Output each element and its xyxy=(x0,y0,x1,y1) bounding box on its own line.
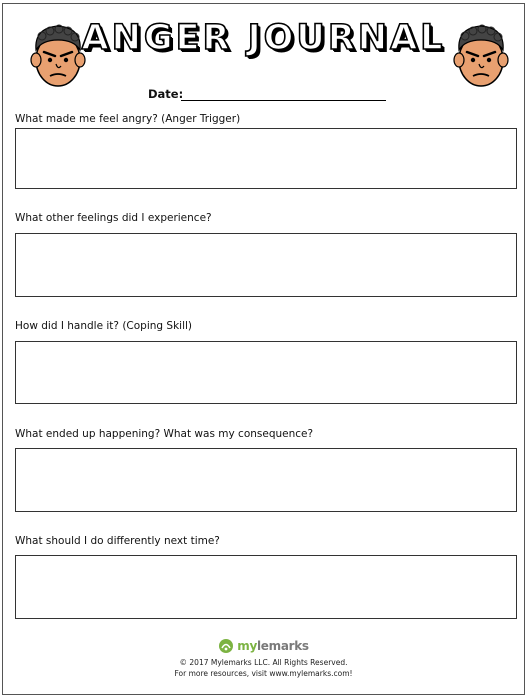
question-1-prompt: What made me feel angry? (Anger Trigger) xyxy=(15,113,241,125)
mylemarks-logo-icon xyxy=(218,638,234,654)
question-2-answer-box[interactable] xyxy=(15,233,517,297)
question-3-prompt: How did I handle it? (Coping Skill) xyxy=(15,320,193,332)
page-title: ANGER JOURNAL xyxy=(81,18,446,58)
angry-boy-face-icon xyxy=(451,20,511,90)
copyright-text: © 2017 Mylemarks LLC. All Rights Reserved. xyxy=(179,658,348,667)
worksheet-page xyxy=(2,3,525,695)
logo-rest: lemarks xyxy=(256,639,309,653)
date-field[interactable] xyxy=(181,100,386,101)
question-4-answer-box[interactable] xyxy=(15,448,517,512)
logo-my: my xyxy=(237,639,257,653)
mylemarks-logo xyxy=(3,638,524,658)
resources-text: For more resources, visit www.mylemarks.com! xyxy=(174,669,353,678)
question-3-answer-box[interactable] xyxy=(15,341,517,404)
question-5-prompt: What should I do differently next time? xyxy=(15,535,220,547)
question-1-answer-box[interactable] xyxy=(15,128,517,189)
question-2-prompt: What other feelings did I experience? xyxy=(15,212,212,224)
question-4-prompt: What ended up happening? What was my consequence? xyxy=(15,428,314,440)
question-5-answer-box[interactable] xyxy=(15,555,517,619)
logo-wordmark xyxy=(237,639,309,653)
date-label: Date: xyxy=(148,87,184,101)
